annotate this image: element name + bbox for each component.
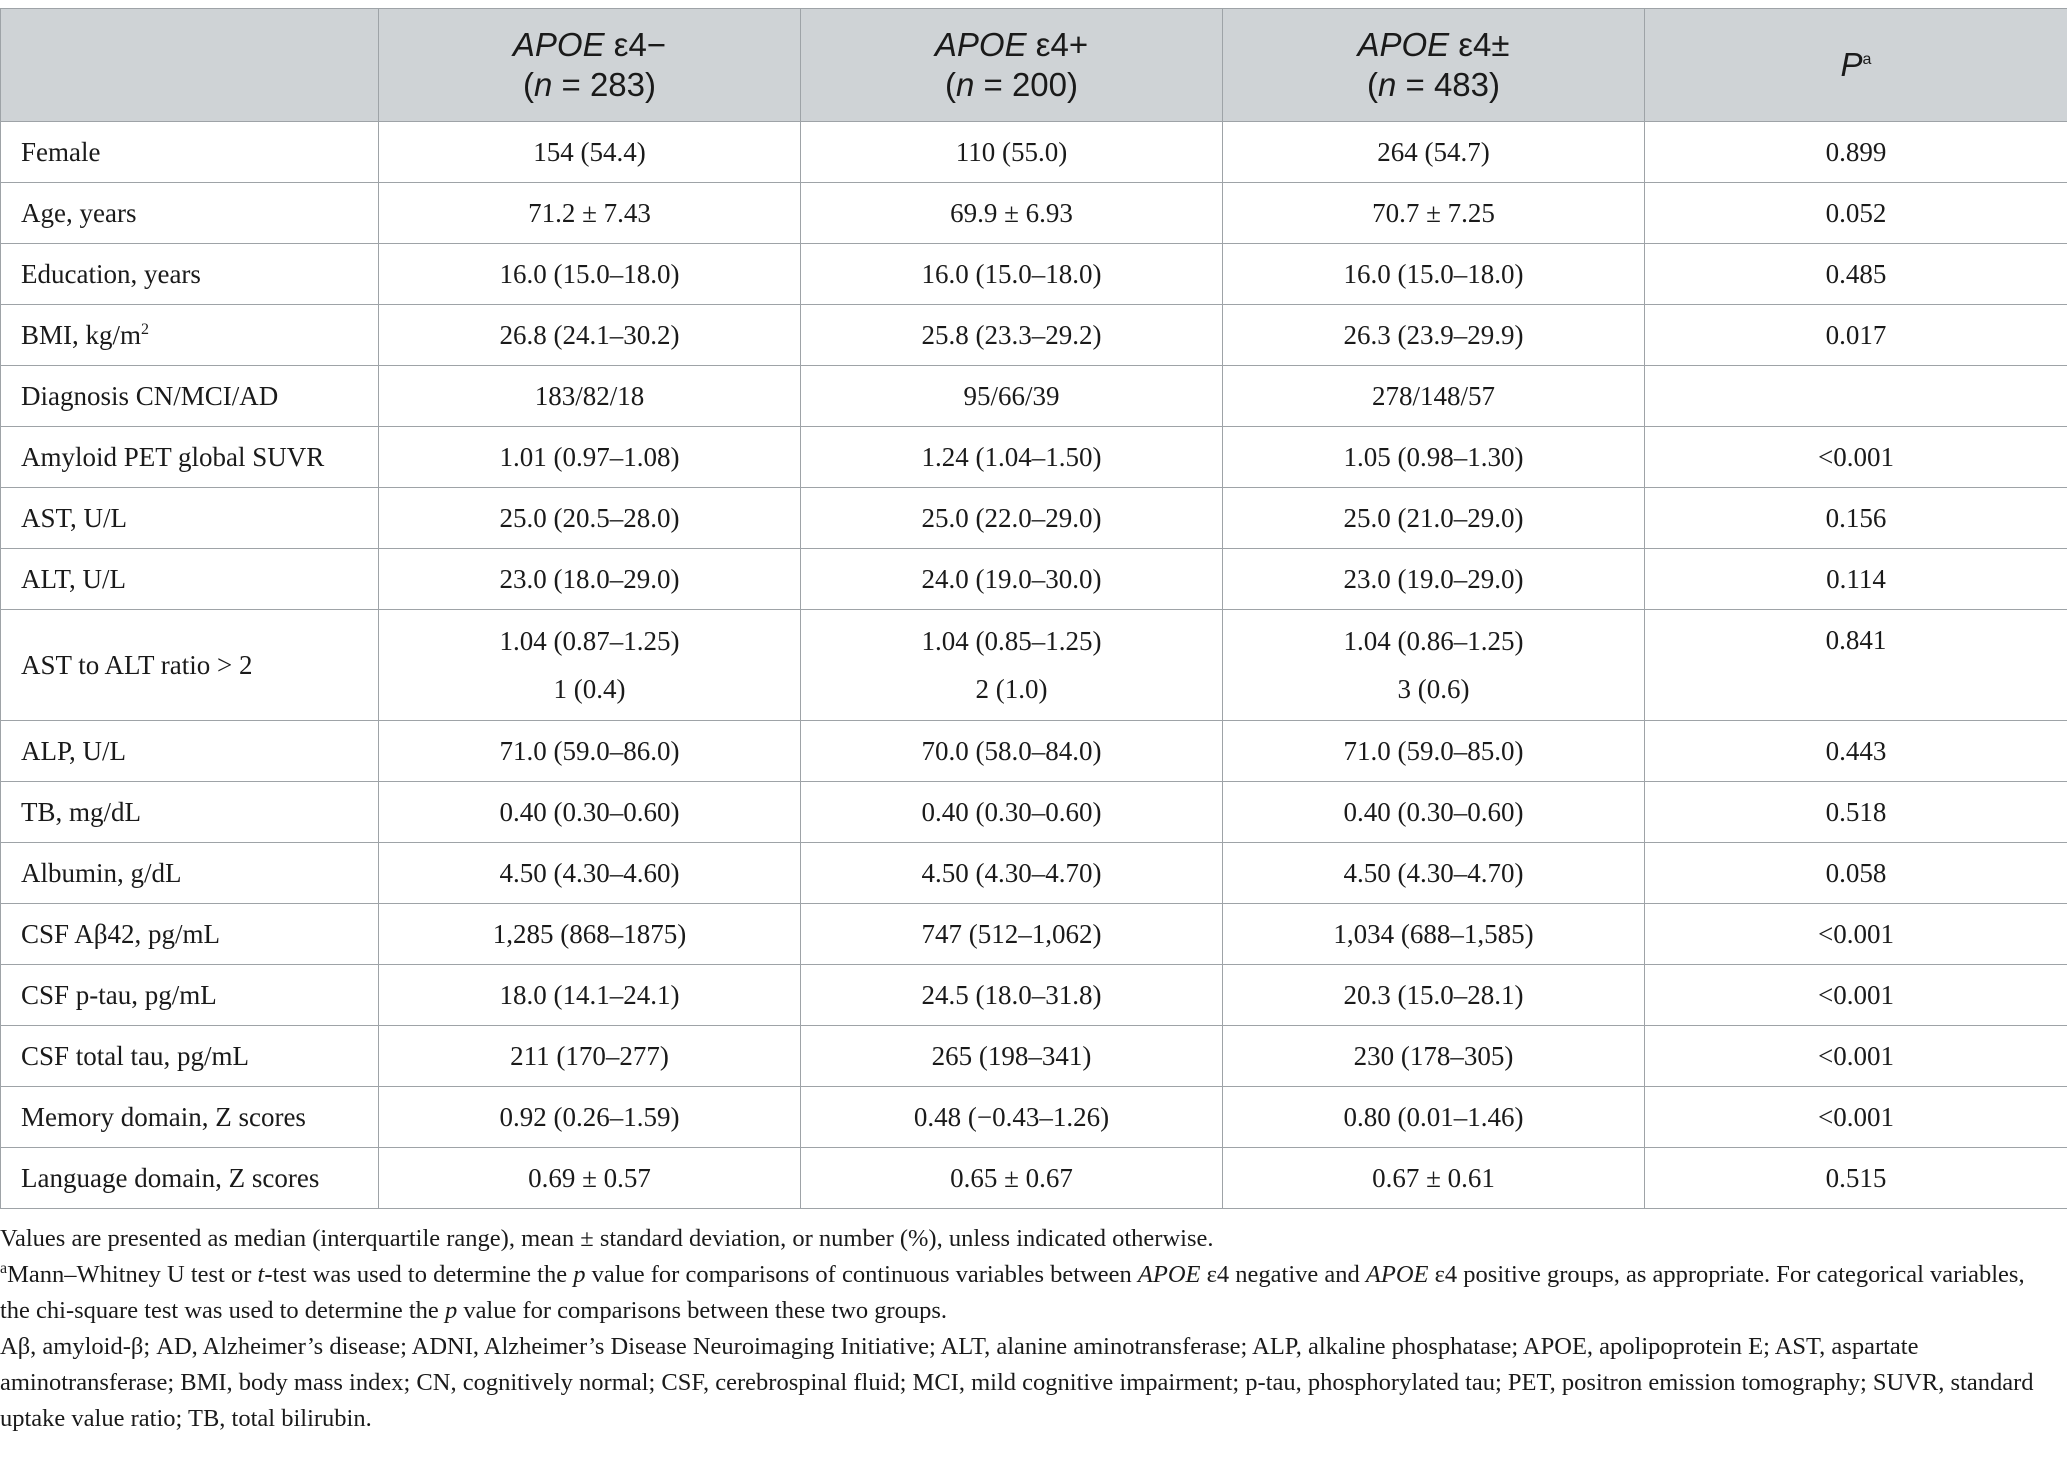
row-label: [1, 122, 379, 183]
header-p: P: [1840, 46, 1863, 83]
cell-apoe-all: 16.0 (15.0–18.0): [1223, 244, 1645, 305]
cell-p-value: <0.001: [1645, 904, 2067, 965]
row-label-text: TB, mg/dL: [21, 796, 141, 827]
table-footnotes: [0, 1221, 2060, 1437]
cell-apoe-negative: 71.2 ± 7.43: [379, 183, 801, 244]
header-apoe-positive: [801, 9, 1223, 122]
cell-apoe-positive: 110 (55.0): [801, 122, 1223, 183]
table-body: [1, 122, 2067, 1209]
cell-apoe-all: 23.0 (19.0–29.0): [1223, 549, 1645, 610]
cell-p-value: 0.156: [1645, 488, 2067, 549]
cell-apoe-all: 1,034 (688–1,585): [1223, 904, 1645, 965]
cell-apoe-negative: 0.92 (0.26–1.59): [379, 1087, 801, 1148]
cell-apoe-all: 25.0 (21.0–29.0): [1223, 488, 1645, 549]
cell-value: 1.04 (0.87–1.25): [499, 626, 680, 656]
cell-apoe-negative: 211 (170–277): [379, 1026, 801, 1087]
cell-p-value: <0.001: [1645, 1026, 2067, 1087]
cell-apoe-all: [1223, 610, 1645, 721]
cell-apoe-positive: 69.9 ± 6.93: [801, 183, 1223, 244]
cell-apoe-positive: 70.0 (58.0–84.0): [801, 721, 1223, 782]
cell-apoe-all: 0.80 (0.01–1.46): [1223, 1087, 1645, 1148]
header-p-footnote-mark: a: [1862, 51, 1872, 68]
cell-apoe-negative: 1.01 (0.97–1.08): [379, 427, 801, 488]
cell-apoe-all: 4.50 (4.30–4.70): [1223, 843, 1645, 904]
row-label: [1, 965, 379, 1026]
header-apoe-negative: [379, 9, 801, 122]
row-label: [1, 1087, 379, 1148]
cell-apoe-positive: 25.8 (23.3–29.2): [801, 305, 1223, 366]
table-row: [1, 122, 2067, 183]
row-label-text: BMI, kg/m: [21, 319, 142, 350]
header-label: ε4±: [1449, 26, 1510, 63]
cell-apoe-positive: 1.24 (1.04–1.50): [801, 427, 1223, 488]
cell-apoe-negative: 25.0 (20.5–28.0): [379, 488, 801, 549]
cell-apoe-negative: 26.8 (24.1–30.2): [379, 305, 801, 366]
cell-apoe-all: 26.3 (23.9–29.9): [1223, 305, 1645, 366]
footnote-text: Mann–Whitney U test or: [7, 1261, 258, 1288]
row-label-text: AST, U/L: [21, 502, 127, 533]
header-n-prefix: (: [944, 66, 956, 103]
table-row: [1, 1148, 2067, 1209]
row-label: [1, 782, 379, 843]
table-row: [1, 427, 2067, 488]
data-table: [0, 8, 2067, 1209]
footnote-values: Values are presented as median (interquartile range), mean ± standard deviation, or number (%), unless indicated otherwise.: [0, 1225, 1214, 1252]
cell-p-value: 0.114: [1645, 549, 2067, 610]
cell-apoe-positive: 16.0 (15.0–18.0): [801, 244, 1223, 305]
row-label: [1, 244, 379, 305]
table-header: [1, 9, 2067, 122]
cell-value-secondary: 3 (0.6): [1397, 674, 1470, 704]
row-label: [1, 366, 379, 427]
row-label-text: Age, years: [21, 197, 137, 228]
table-row: [1, 965, 2067, 1026]
footnote-italic: p: [444, 1297, 458, 1324]
table-row: [1, 183, 2067, 244]
cell-apoe-all: 278/148/57: [1223, 366, 1645, 427]
header-n: = 483): [1405, 66, 1501, 103]
footnote-abbreviations: Aβ, amyloid-β; AD, Alzheimer’s disease; ADNI, Alzheimer’s Disease Neuroimaging Initiative; ALT, alanine aminotransferase; ALP, alkaline phosphatase; APOE, apolipoprotein E; AST, aspartate aminotransferase; BMI, body mass index; CN, cognitively normal; CSF, cerebrospinal fluid; MCI, mild cognitive impairment; p-tau, phosphorylated tau; PET, positron emission tomography; SUVR, standard uptake value ratio; TB, total bilirubin.: [0, 1333, 2034, 1432]
cell-apoe-all: 70.7 ± 7.25: [1223, 183, 1645, 244]
header-n-var: n: [1377, 66, 1397, 103]
cell-value: 1.04 (0.85–1.25): [921, 626, 1102, 656]
table-row: [1, 366, 2067, 427]
cell-apoe-positive: 265 (198–341): [801, 1026, 1223, 1087]
footnote-text: -test was used to determine the: [264, 1261, 574, 1288]
row-label: [1, 721, 379, 782]
cell-apoe-all: 20.3 (15.0–28.1): [1223, 965, 1645, 1026]
cell-p-value: 0.058: [1645, 843, 2067, 904]
cell-apoe-positive: 95/66/39: [801, 366, 1223, 427]
table-row: [1, 610, 2067, 721]
row-label: [1, 305, 379, 366]
cell-p-value: 0.518: [1645, 782, 2067, 843]
cell-apoe-negative: 154 (54.4): [379, 122, 801, 183]
row-label-text: Language domain, Z scores: [21, 1162, 320, 1193]
footnote-a: [0, 1257, 2060, 1329]
header-gene: APOE: [512, 26, 605, 63]
cell-p-value: <0.001: [1645, 427, 2067, 488]
cell-p-value: 0.485: [1645, 244, 2067, 305]
cell-apoe-positive: 4.50 (4.30–4.70): [801, 843, 1223, 904]
row-label: [1, 549, 379, 610]
cell-apoe-negative: 183/82/18: [379, 366, 801, 427]
cell-p-value: [1645, 610, 2067, 721]
header-blank: [1, 9, 379, 122]
header-p-value: [1645, 9, 2067, 122]
table-row: [1, 843, 2067, 904]
table-row: [1, 721, 2067, 782]
row-label: [1, 610, 379, 721]
row-label-text: CSF Aβ42, pg/mL: [21, 918, 221, 949]
cell-apoe-positive: 0.40 (0.30–0.60): [801, 782, 1223, 843]
header-gene: APOE: [1357, 26, 1450, 63]
table-row: [1, 1026, 2067, 1087]
table-row: [1, 305, 2067, 366]
cell-apoe-all: 0.40 (0.30–0.60): [1223, 782, 1645, 843]
row-label-text: Amyloid PET global SUVR: [21, 441, 325, 472]
row-label-text: ALP, U/L: [21, 735, 127, 766]
header-n-prefix: (: [522, 66, 534, 103]
row-label: [1, 427, 379, 488]
header-label: ε4−: [604, 26, 667, 63]
row-label-text: Education, years: [21, 258, 201, 289]
row-label: [1, 1148, 379, 1209]
row-label: [1, 1026, 379, 1087]
row-label: [1, 488, 379, 549]
cell-apoe-negative: 23.0 (18.0–29.0): [379, 549, 801, 610]
row-label-text: AST to ALT ratio > 2: [21, 649, 253, 680]
footnote-text: value for comparisons of continuous variables between: [585, 1261, 1138, 1288]
cell-apoe-all: 0.67 ± 0.61: [1223, 1148, 1645, 1209]
table-row: [1, 488, 2067, 549]
row-label-superscript: 2: [141, 320, 150, 338]
cell-value-secondary: 1 (0.4): [553, 674, 626, 704]
header-n-prefix: (: [1366, 66, 1378, 103]
cell-value: 0.841: [1825, 625, 1887, 655]
cell-p-value: 0.899: [1645, 122, 2067, 183]
cell-p-value: <0.001: [1645, 965, 2067, 1026]
cell-apoe-negative: 16.0 (15.0–18.0): [379, 244, 801, 305]
row-label: [1, 843, 379, 904]
row-label-text: Female: [21, 136, 101, 167]
table-row: [1, 1087, 2067, 1148]
row-label-text: CSF p-tau, pg/mL: [21, 979, 217, 1010]
cell-apoe-positive: 24.0 (19.0–30.0): [801, 549, 1223, 610]
table-row: [1, 549, 2067, 610]
header-apoe-all: [1223, 9, 1645, 122]
table-row: [1, 782, 2067, 843]
header-label: ε4+: [1026, 26, 1089, 63]
cell-apoe-negative: 1,285 (868–1875): [379, 904, 801, 965]
cell-p-value: 0.443: [1645, 721, 2067, 782]
cell-apoe-negative: [379, 610, 801, 721]
footnote-italic: p: [573, 1261, 586, 1288]
header-n-var: n: [955, 66, 975, 103]
header-n: = 200): [983, 66, 1079, 103]
cell-p-value: <0.001: [1645, 1087, 2067, 1148]
cell-apoe-positive: 0.65 ± 0.67: [801, 1148, 1223, 1209]
cell-apoe-positive: [801, 610, 1223, 721]
cell-p-value: 0.515: [1645, 1148, 2067, 1209]
cell-apoe-positive: 747 (512–1,062): [801, 904, 1223, 965]
footnote-italic: APOE: [1137, 1261, 1201, 1288]
footnote-italic: t: [257, 1261, 265, 1288]
table-container: [0, 8, 2067, 1209]
cell-apoe-all: 230 (178–305): [1223, 1026, 1645, 1087]
header-gene: APOE: [934, 26, 1027, 63]
table-row: [1, 244, 2067, 305]
row-label-text: Albumin, g/dL: [21, 857, 182, 888]
cell-apoe-all: 71.0 (59.0–85.0): [1223, 721, 1645, 782]
row-label-text: ALT, U/L: [21, 563, 126, 594]
table-row: [1, 904, 2067, 965]
header-n-var: n: [533, 66, 553, 103]
cell-apoe-positive: 25.0 (22.0–29.0): [801, 488, 1223, 549]
cell-value: 1.04 (0.86–1.25): [1343, 626, 1524, 656]
cell-value-secondary: 2 (1.0): [975, 674, 1048, 704]
header-n: = 283): [561, 66, 657, 103]
cell-p-value: [1645, 366, 2067, 427]
cell-p-value: 0.052: [1645, 183, 2067, 244]
row-label: [1, 183, 379, 244]
row-label-text: Diagnosis CN/MCI/AD: [21, 380, 279, 411]
cell-apoe-negative: 18.0 (14.1–24.1): [379, 965, 801, 1026]
cell-apoe-positive: 24.5 (18.0–31.8): [801, 965, 1223, 1026]
cell-apoe-all: 1.05 (0.98–1.30): [1223, 427, 1645, 488]
cell-apoe-all: 264 (54.7): [1223, 122, 1645, 183]
cell-apoe-negative: 71.0 (59.0–86.0): [379, 721, 801, 782]
footnote-mark: a: [0, 1259, 8, 1277]
footnote-text: ε4 positive groups, as appropriate. For categorical variables, the chi-square test was used to determine the: [0, 1261, 2025, 1324]
row-label-text: CSF total tau, pg/mL: [21, 1040, 250, 1071]
footnote-text: ε4 negative and: [1200, 1261, 1366, 1288]
cell-p-value: 0.017: [1645, 305, 2067, 366]
cell-apoe-negative: 4.50 (4.30–4.60): [379, 843, 801, 904]
cell-apoe-negative: 0.69 ± 0.57: [379, 1148, 801, 1209]
footnote-italic: APOE: [1365, 1261, 1429, 1288]
cell-apoe-positive: 0.48 (−0.43–1.26): [801, 1087, 1223, 1148]
footnote-text: value for comparisons between these two groups.: [457, 1297, 948, 1324]
row-label-text: Memory domain, Z scores: [21, 1101, 306, 1132]
cell-apoe-negative: 0.40 (0.30–0.60): [379, 782, 801, 843]
row-label: [1, 904, 379, 965]
